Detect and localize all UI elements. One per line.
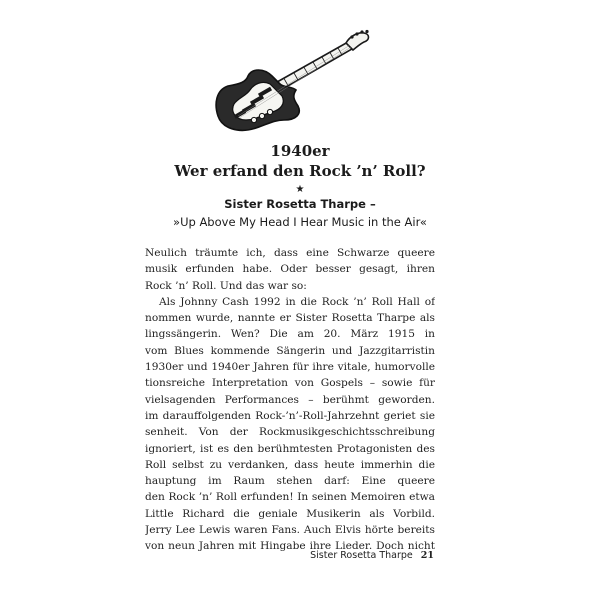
page-footer bbox=[0, 550, 434, 561]
subtitle-song: »Up Above My Head I Hear Music in the Air« bbox=[173, 215, 427, 229]
chapter-title: Wer erfand den Rock ’n’ Roll? bbox=[174, 162, 426, 180]
star-ornament-icon: ★ bbox=[295, 184, 305, 195]
body-line: den Rock ’n’ Roll erfunden! In seinen Memoiren etwa bbox=[145, 491, 435, 504]
body-line: Als Johnny Cash 1992 in die Rock ’n’ Roll Hall of bbox=[159, 295, 435, 308]
body-line: lingssängerin. Wen? Die am 20. März 1915 in bbox=[145, 328, 435, 341]
body-line: tionsreiche Interpretation von Gospels – sowie für bbox=[145, 377, 435, 390]
body-line: Rock ’n’ Roll. Und das war so: bbox=[145, 279, 307, 292]
body-line: vom Blues kommende Sängerin und Jazzgitarristin bbox=[145, 344, 435, 357]
body-line: musik erfunden habe. Oder besser gesagt, ihren bbox=[145, 263, 435, 276]
body-line: Neulich träumte ich, dass eine Schwarze queere bbox=[145, 247, 435, 259]
body-line: ignoriert, ist es den berühmtesten Protagonisten des bbox=[145, 442, 435, 455]
body-line: senheit. Von der Rockmusikgeschichtsschreibung bbox=[145, 426, 435, 439]
running-title: Sister Rosetta Tharpe bbox=[310, 550, 413, 561]
electric-guitar-icon bbox=[212, 24, 376, 136]
chapter-year: 1940er bbox=[270, 142, 330, 160]
page-number: 21 bbox=[420, 550, 434, 561]
body-line: hauptung im Raum stehen darf: Eine queere bbox=[145, 475, 435, 488]
body-line: von neun Jahren mit Hingabe ihre Lieder. Doch nicht bbox=[145, 540, 435, 553]
body-line: 1930er und 1940er Jahren für ihre vitale, humorvolle bbox=[145, 361, 435, 374]
body-line: Roll selbst zu verdanken, dass heute immerhin die bbox=[145, 458, 435, 471]
body-line: vielsagenden Performances – berühmt geworden. bbox=[145, 393, 435, 406]
body-line: Little Richard die geniale Musikerin als Vorbild. bbox=[145, 507, 435, 520]
body-line: im darauffolgenden Rock-’n’-Roll-Jahrzehnt geriet sie bbox=[145, 409, 435, 422]
subtitle-artist: Sister Rosetta Tharpe – bbox=[224, 197, 376, 211]
body-text bbox=[145, 245, 435, 555]
body-line: Jerry Lee Lewis waren Fans. Auch Elvis hörte bereits bbox=[145, 524, 435, 537]
body-line: nommen wurde, nannte er Sister Rosetta Tharpe als bbox=[145, 312, 435, 325]
